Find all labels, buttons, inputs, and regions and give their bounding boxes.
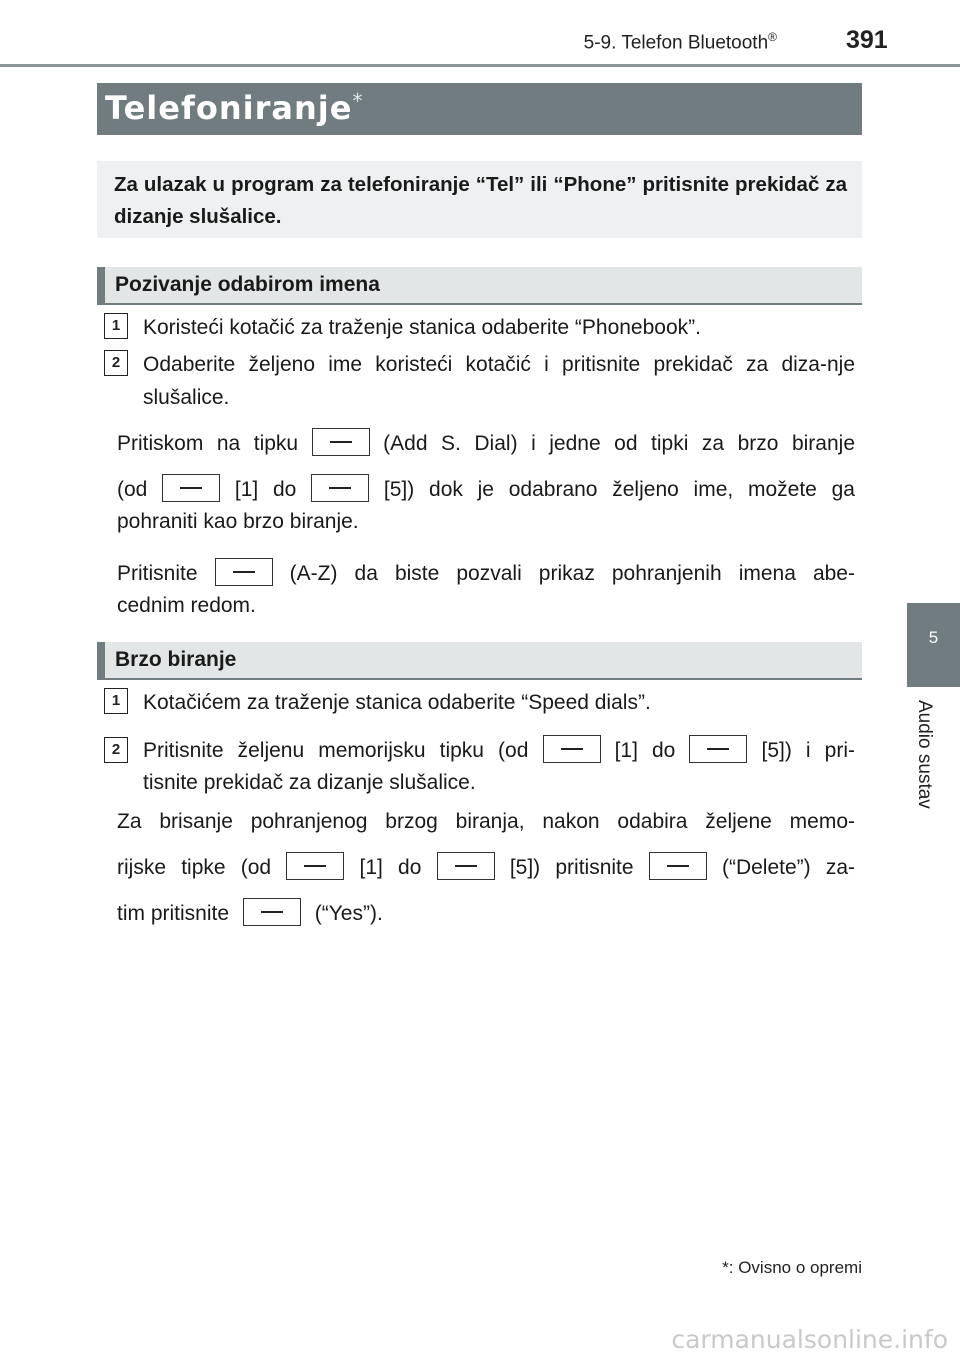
text-span: (A-Z) da biste pozvali prikaz pohranjenih imena abe-: [289, 562, 855, 585]
title-star-mark: *: [352, 89, 364, 113]
header-section-text: 5-9. Telefon Bluetooth: [583, 32, 769, 54]
step-number-badge: 1: [104, 313, 128, 339]
text-line: pohraniti kao brzo biranje.: [117, 510, 359, 533]
step-number-badge: 2: [104, 737, 128, 763]
text-line: Za brisanje pohranjenog brzog biranja, nakon odabira željene memo-: [117, 810, 855, 833]
text-span: Pritisnite: [117, 562, 198, 585]
text-span: rijske tipke (od: [117, 856, 272, 879]
text-span: (“Delete”) za-: [721, 856, 856, 879]
text-span: (od: [117, 478, 148, 501]
key-button-icon: [286, 852, 344, 880]
step-text: Kotačićem za traženje stanica odaberite “Speed dials”.: [143, 691, 651, 714]
key-button-icon: [649, 852, 707, 880]
text-span: [1] do: [234, 478, 297, 501]
key-button-icon: [243, 898, 301, 926]
text-span: (Add S. Dial) i jedne od tipki za brzo biranje: [383, 432, 856, 455]
key-button-icon: [543, 735, 601, 763]
text-line: [117, 852, 855, 880]
section-heading-text: Brzo biranje: [115, 648, 237, 671]
step-number-badge: 1: [104, 688, 128, 714]
text-span: Pritisnite željenu memorijsku tipku (od: [143, 739, 529, 762]
page-title: [105, 89, 363, 127]
step-text: Odaberite željeno ime koristeći kotačić i pritisnite prekidač za diza-nje slušalice.: [143, 353, 855, 409]
text-line: [143, 735, 855, 763]
section-heading-speed-dial: [97, 642, 862, 680]
step-text: Koristeći kotačić za traženje stanica odaberite “Phonebook”.: [143, 316, 701, 339]
key-button-icon: [437, 852, 495, 880]
text-span: tim pritisnite: [117, 902, 230, 925]
footnote-text: : Ovisno o opremi: [728, 1258, 862, 1277]
header-rule: [0, 64, 960, 67]
text-line: [117, 474, 855, 502]
section-heading-text: Pozivanje odabirom imena: [115, 273, 380, 296]
text-line: cednim redom.: [117, 594, 256, 617]
text-line: [117, 428, 855, 456]
intro-box: [97, 161, 862, 238]
text-span: [1] do: [359, 856, 422, 879]
key-button-icon: [689, 735, 747, 763]
intro-text: Za ulazak u program za telefoniranje “Tel” ili “Phone” pritisnite prekidač za dizanje slušalice.: [114, 173, 847, 228]
key-button-icon: [215, 558, 273, 586]
text-span: [1] do: [614, 739, 676, 762]
text-span: [5]) dok je odabrano željeno ime, možete ga: [383, 478, 855, 501]
header-section: [584, 30, 777, 54]
footnote: [722, 1258, 862, 1278]
key-button-icon: [312, 428, 370, 456]
section-heading-phonebook: [97, 267, 862, 305]
page-title-text: Telefoniranje: [105, 89, 353, 127]
watermark[interactable]: carmanualsonline.info: [671, 1325, 948, 1354]
text-line: [117, 558, 855, 586]
text-span: [5]) i pri-: [761, 739, 855, 762]
text-line: [117, 898, 855, 926]
text-line: tisnite prekidač za dizanje slušalice.: [143, 771, 476, 794]
key-button-icon: [311, 474, 369, 502]
text-span: [5]) pritisnite: [509, 856, 634, 879]
title-bar: [97, 83, 862, 135]
footnote-mark: *: [722, 1258, 729, 1277]
chapter-label: Audio sustav: [914, 700, 935, 809]
key-button-icon: [162, 474, 220, 502]
text-span: (“Yes”).: [314, 902, 383, 925]
header-section-mark: ®: [768, 30, 777, 44]
text-span: Pritiskom na tipku: [117, 432, 299, 455]
page-number: 391: [846, 26, 888, 54]
step-number-badge: 2: [104, 350, 128, 376]
chapter-tab[interactable]: 5: [907, 603, 960, 687]
